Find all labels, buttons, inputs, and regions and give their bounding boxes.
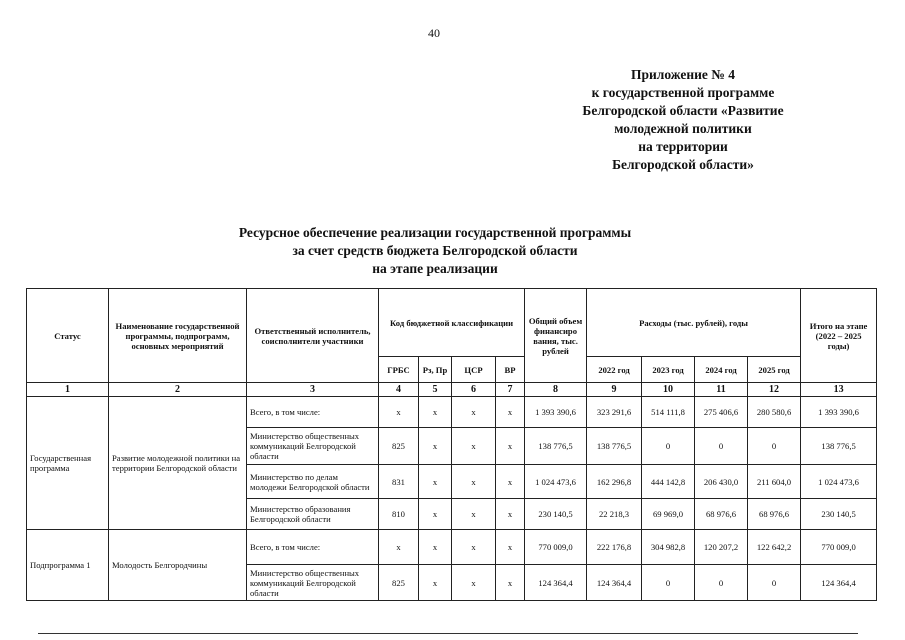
header-total-volume: Общий объем финансиро вания, тыс. рублей — [525, 289, 587, 383]
executor-cell: Всего, в том числе: — [247, 530, 379, 565]
resource-table — [26, 288, 877, 601]
header-vr: ВР — [496, 357, 525, 383]
appendix-line: Белгородской области «Развитие — [582, 103, 784, 118]
y2023-cell: 444 142,8 — [642, 465, 695, 499]
rzpr-cell: х — [419, 397, 452, 428]
vr-cell: х — [496, 565, 525, 601]
column-number-row — [27, 383, 877, 397]
total-stage-cell: 124 364,4 — [801, 565, 877, 601]
rzpr-cell: х — [419, 428, 452, 465]
column-number: 11 — [695, 383, 748, 397]
total-volume-cell: 1 393 390,6 — [525, 397, 587, 428]
executor-cell: Министерство общественных коммуникаций Белгородской области — [247, 565, 379, 601]
program-name-cell: Развитие молодежной политики на территории Белгородской области — [109, 397, 247, 530]
y2022-cell: 124 364,4 — [587, 565, 642, 601]
total-stage-cell: 1 024 473,6 — [801, 465, 877, 499]
status-cell: Государственная программа — [27, 397, 109, 530]
header-2023: 2023 год — [642, 357, 695, 383]
column-number: 12 — [748, 383, 801, 397]
grbs-cell: 831 — [379, 465, 419, 499]
appendix-line: Приложение № 4 — [631, 67, 735, 82]
rzpr-cell: х — [419, 499, 452, 530]
header-grbs: ГРБС — [379, 357, 419, 383]
column-number: 13 — [801, 383, 877, 397]
csr-cell: х — [452, 565, 496, 601]
column-number: 1 — [27, 383, 109, 397]
rzpr-cell: х — [419, 465, 452, 499]
total-stage-cell: 770 009,0 — [801, 530, 877, 565]
header-2024: 2024 год — [695, 357, 748, 383]
csr-cell: х — [452, 397, 496, 428]
y2023-cell: 0 — [642, 428, 695, 465]
y2023-cell: 514 111,8 — [642, 397, 695, 428]
csr-cell: х — [452, 465, 496, 499]
status-cell: Подпрограмма 1 — [27, 530, 109, 601]
grbs-cell: х — [379, 530, 419, 565]
appendix-line: Белгородской области» — [612, 157, 754, 172]
header-status: Статус — [27, 289, 109, 383]
document-title — [160, 224, 710, 278]
csr-cell: х — [452, 499, 496, 530]
y2024-cell: 68 976,6 — [695, 499, 748, 530]
scan-bottom-edge — [38, 633, 858, 634]
program-name-cell: Молодость Белгородчины — [109, 530, 247, 601]
title-line: на этапе реализации — [372, 261, 498, 276]
vr-cell: х — [496, 465, 525, 499]
y2023-cell: 304 982,8 — [642, 530, 695, 565]
table-row — [27, 530, 877, 565]
appendix-header — [538, 66, 828, 174]
column-number: 6 — [452, 383, 496, 397]
header-executor: Ответственный исполнитель, соисполнители участники — [247, 289, 379, 383]
total-volume-cell: 1 024 473,6 — [525, 465, 587, 499]
total-volume-cell: 230 140,5 — [525, 499, 587, 530]
appendix-line: молодежной политики — [614, 121, 752, 136]
header-name: Наименование государственной программы, подпрограмм, основных мероприятий — [109, 289, 247, 383]
executor-cell: Министерство по делам молодежи Белгородской области — [247, 465, 379, 499]
y2025-cell: 280 580,6 — [748, 397, 801, 428]
rzpr-cell: х — [419, 565, 452, 601]
y2025-cell: 122 642,2 — [748, 530, 801, 565]
column-number: 4 — [379, 383, 419, 397]
total-volume-cell: 770 009,0 — [525, 530, 587, 565]
vr-cell: х — [496, 428, 525, 465]
vr-cell: х — [496, 397, 525, 428]
appendix-line: на территории — [638, 139, 728, 154]
executor-cell: Министерство общественных коммуникаций Белгородской области — [247, 428, 379, 465]
y2023-cell: 69 969,0 — [642, 499, 695, 530]
y2022-cell: 323 291,6 — [587, 397, 642, 428]
total-volume-cell: 138 776,5 — [525, 428, 587, 465]
header-2025: 2025 год — [748, 357, 801, 383]
y2022-cell: 22 218,3 — [587, 499, 642, 530]
y2024-cell: 206 430,0 — [695, 465, 748, 499]
y2022-cell: 162 296,8 — [587, 465, 642, 499]
column-number: 2 — [109, 383, 247, 397]
vr-cell: х — [496, 499, 525, 530]
header-budget-code: Код бюджетной классификации — [379, 289, 525, 357]
y2023-cell: 0 — [642, 565, 695, 601]
column-number: 5 — [419, 383, 452, 397]
y2025-cell: 0 — [748, 565, 801, 601]
column-number: 10 — [642, 383, 695, 397]
grbs-cell: х — [379, 397, 419, 428]
y2025-cell: 0 — [748, 428, 801, 465]
column-number: 3 — [247, 383, 379, 397]
csr-cell: х — [452, 428, 496, 465]
y2024-cell: 0 — [695, 428, 748, 465]
grbs-cell: 810 — [379, 499, 419, 530]
y2022-cell: 222 176,8 — [587, 530, 642, 565]
column-number: 7 — [496, 383, 525, 397]
page-number: 40 — [428, 26, 440, 40]
y2025-cell: 211 604,0 — [748, 465, 801, 499]
y2024-cell: 0 — [695, 565, 748, 601]
y2024-cell: 120 207,2 — [695, 530, 748, 565]
y2024-cell: 275 406,6 — [695, 397, 748, 428]
header-csr: ЦСР — [452, 357, 496, 383]
column-number: 8 — [525, 383, 587, 397]
y2025-cell: 68 976,6 — [748, 499, 801, 530]
csr-cell: х — [452, 530, 496, 565]
vr-cell: х — [496, 530, 525, 565]
y2022-cell: 138 776,5 — [587, 428, 642, 465]
grbs-cell: 825 — [379, 565, 419, 601]
total-stage-cell: 230 140,5 — [801, 499, 877, 530]
header-rzpr: Рз, Пр — [419, 357, 452, 383]
title-line: за счет средств бюджета Белгородской области — [292, 243, 578, 258]
grbs-cell: 825 — [379, 428, 419, 465]
appendix-line: к государственной программе — [591, 85, 775, 100]
total-stage-cell: 1 393 390,6 — [801, 397, 877, 428]
table-header-row — [27, 289, 877, 357]
column-number: 9 — [587, 383, 642, 397]
rzpr-cell: х — [419, 530, 452, 565]
total-stage-cell: 138 776,5 — [801, 428, 877, 465]
executor-cell: Министерство образования Белгородской области — [247, 499, 379, 530]
title-line: Ресурсное обеспечение реализации государственной программы — [238, 225, 632, 240]
table-row — [27, 397, 877, 428]
header-expenses: Расходы (тыс. рублей), годы — [587, 289, 801, 357]
executor-cell: Всего, в том числе: — [247, 397, 379, 428]
total-volume-cell: 124 364,4 — [525, 565, 587, 601]
header-total-stage: Итого на этапе (2022 – 2025 годы) — [801, 289, 877, 383]
header-2022: 2022 год — [587, 357, 642, 383]
